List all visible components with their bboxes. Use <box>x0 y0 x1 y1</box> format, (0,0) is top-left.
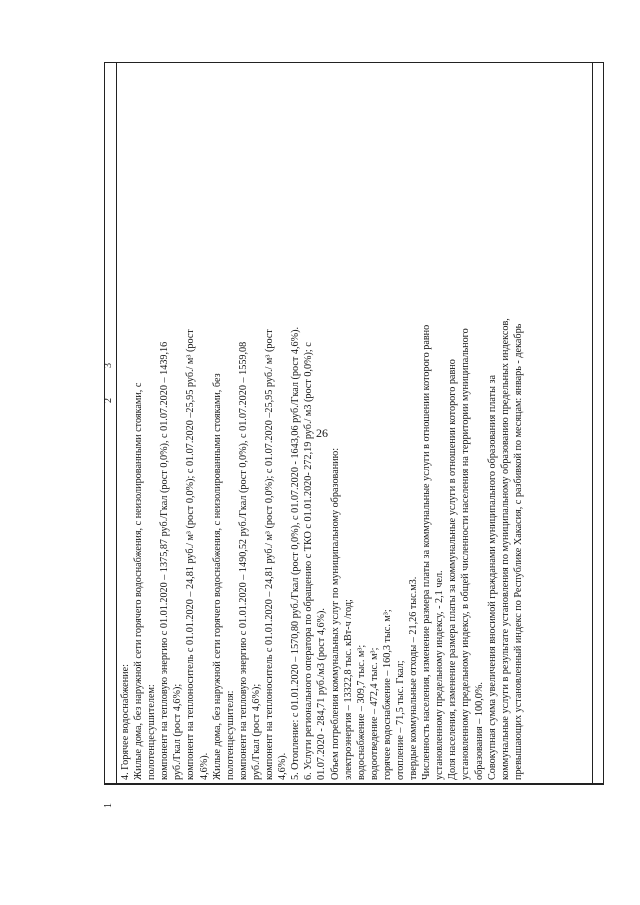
text-line: Жилые дома, без наружной сети горячего водоснабжения, с неизолированными стояками, без <box>211 373 223 780</box>
text-line: образования – 100,0%. <box>473 682 485 780</box>
text-line: превышающих установленный индекс по Республике Хакасия, с разбивкой по месяцам: январь - декабрь <box>512 323 524 780</box>
text-line: установленному предельному индексу, - 2,1 чел. <box>434 570 446 780</box>
text-line: руб./Гкал (рост 4,6%); <box>172 683 184 780</box>
header-col-2: 2 <box>103 398 114 403</box>
text-line: 5. Отопление: с 01.01.2020 – 1570,80 руб./Гкал (рост 0,0%), с 01.07.2020 - 1643,06 руб./Гкал (рост 4,6%). <box>290 326 302 780</box>
text-line: установленному предельному индексу, в общей численности населения на территории муниципального <box>460 328 472 780</box>
text-line: полотенцесушителя: <box>224 690 236 780</box>
table-body-text <box>116 62 598 784</box>
text-line: отопление – 71,5 тыс. Гкал; <box>394 660 406 780</box>
text-line: компонент на тепловую энергию с 01.01.2020 – 1375,87 руб./Гкал (рост 0,0%), с 01.07.2020 – 1439,16 <box>159 341 171 780</box>
text-line: горячее водоснабжение – 160,3 тыс. м³; <box>381 609 393 780</box>
text-line: полотенцесушителем: <box>146 684 158 780</box>
text-line: 6. Услуги регионального оператора по обращению с ТКО с 01.01.2020- 272,19 руб./ м3 (рост 0,0%); с <box>303 342 315 780</box>
text-line: руб./Гкал (рост 4,6%); <box>250 683 262 780</box>
text-line: 01.07.2020 - 284,71 руб./м3 (рост 4,6%). <box>316 608 328 780</box>
page-number: 26 <box>316 426 328 440</box>
text-line: Численность населения, изменение размера платы за коммунальные услуги в отношении которого равно <box>421 324 433 780</box>
text-line: 4,6%). <box>277 752 289 780</box>
header-row-divider <box>104 784 604 785</box>
text-line: водоснабжение – 309,7 тыс. м³; <box>355 644 367 780</box>
text-line: коммунальные услуги в результате установления по муниципальному образованию предельных индексов, <box>499 318 511 780</box>
text-line: компонент на теплоноситель с 01.01.2020 – 24,81 руб./ м³ (рост 0,0%); с 01.07.2020 –25,95 руб./ м³ (рост <box>264 329 276 780</box>
text-line: 4. Горячее водоснабжение: <box>120 664 131 780</box>
text-line: твердые коммунальные отходы – 21,26 тыс.м3. <box>408 576 420 780</box>
header-col-3: 3 <box>103 363 114 368</box>
text-line: электроэнергия – 13322,8 тыс. кВт-ч /год; <box>342 599 354 780</box>
text-line: компонент на теплоноситель с 01.01.2020 – 24,81 руб./ м³ (рост 0,0%); с 01.07.2020 –25,95 руб./ м³ (рост <box>185 329 197 780</box>
text-line: 4,6%). <box>198 752 210 780</box>
text-line: Объем потребления коммунальных услуг по муниципальному образованию: <box>329 447 341 780</box>
text-line: Совокупная сумма увеличения вносимой гражданами муниципального образования платы за <box>486 374 498 780</box>
text-line: компонент на тепловую энергию с 01.01.2020 – 1490,52 руб./Гкал (рост 0,0%), с 01.07.2020 – 1559,08 <box>237 341 249 780</box>
text-line: Доля населения, изменение размера платы за коммунальные услуги в отношении которого равно <box>447 359 459 780</box>
text-line: водоотведение – 472,4 тыс. м³; <box>368 647 380 780</box>
header-col-1: 1 <box>103 803 114 808</box>
text-line: Жилые дома, без наружной сети горячего водоснабжения, с неизолированными стояками, с <box>133 382 145 780</box>
